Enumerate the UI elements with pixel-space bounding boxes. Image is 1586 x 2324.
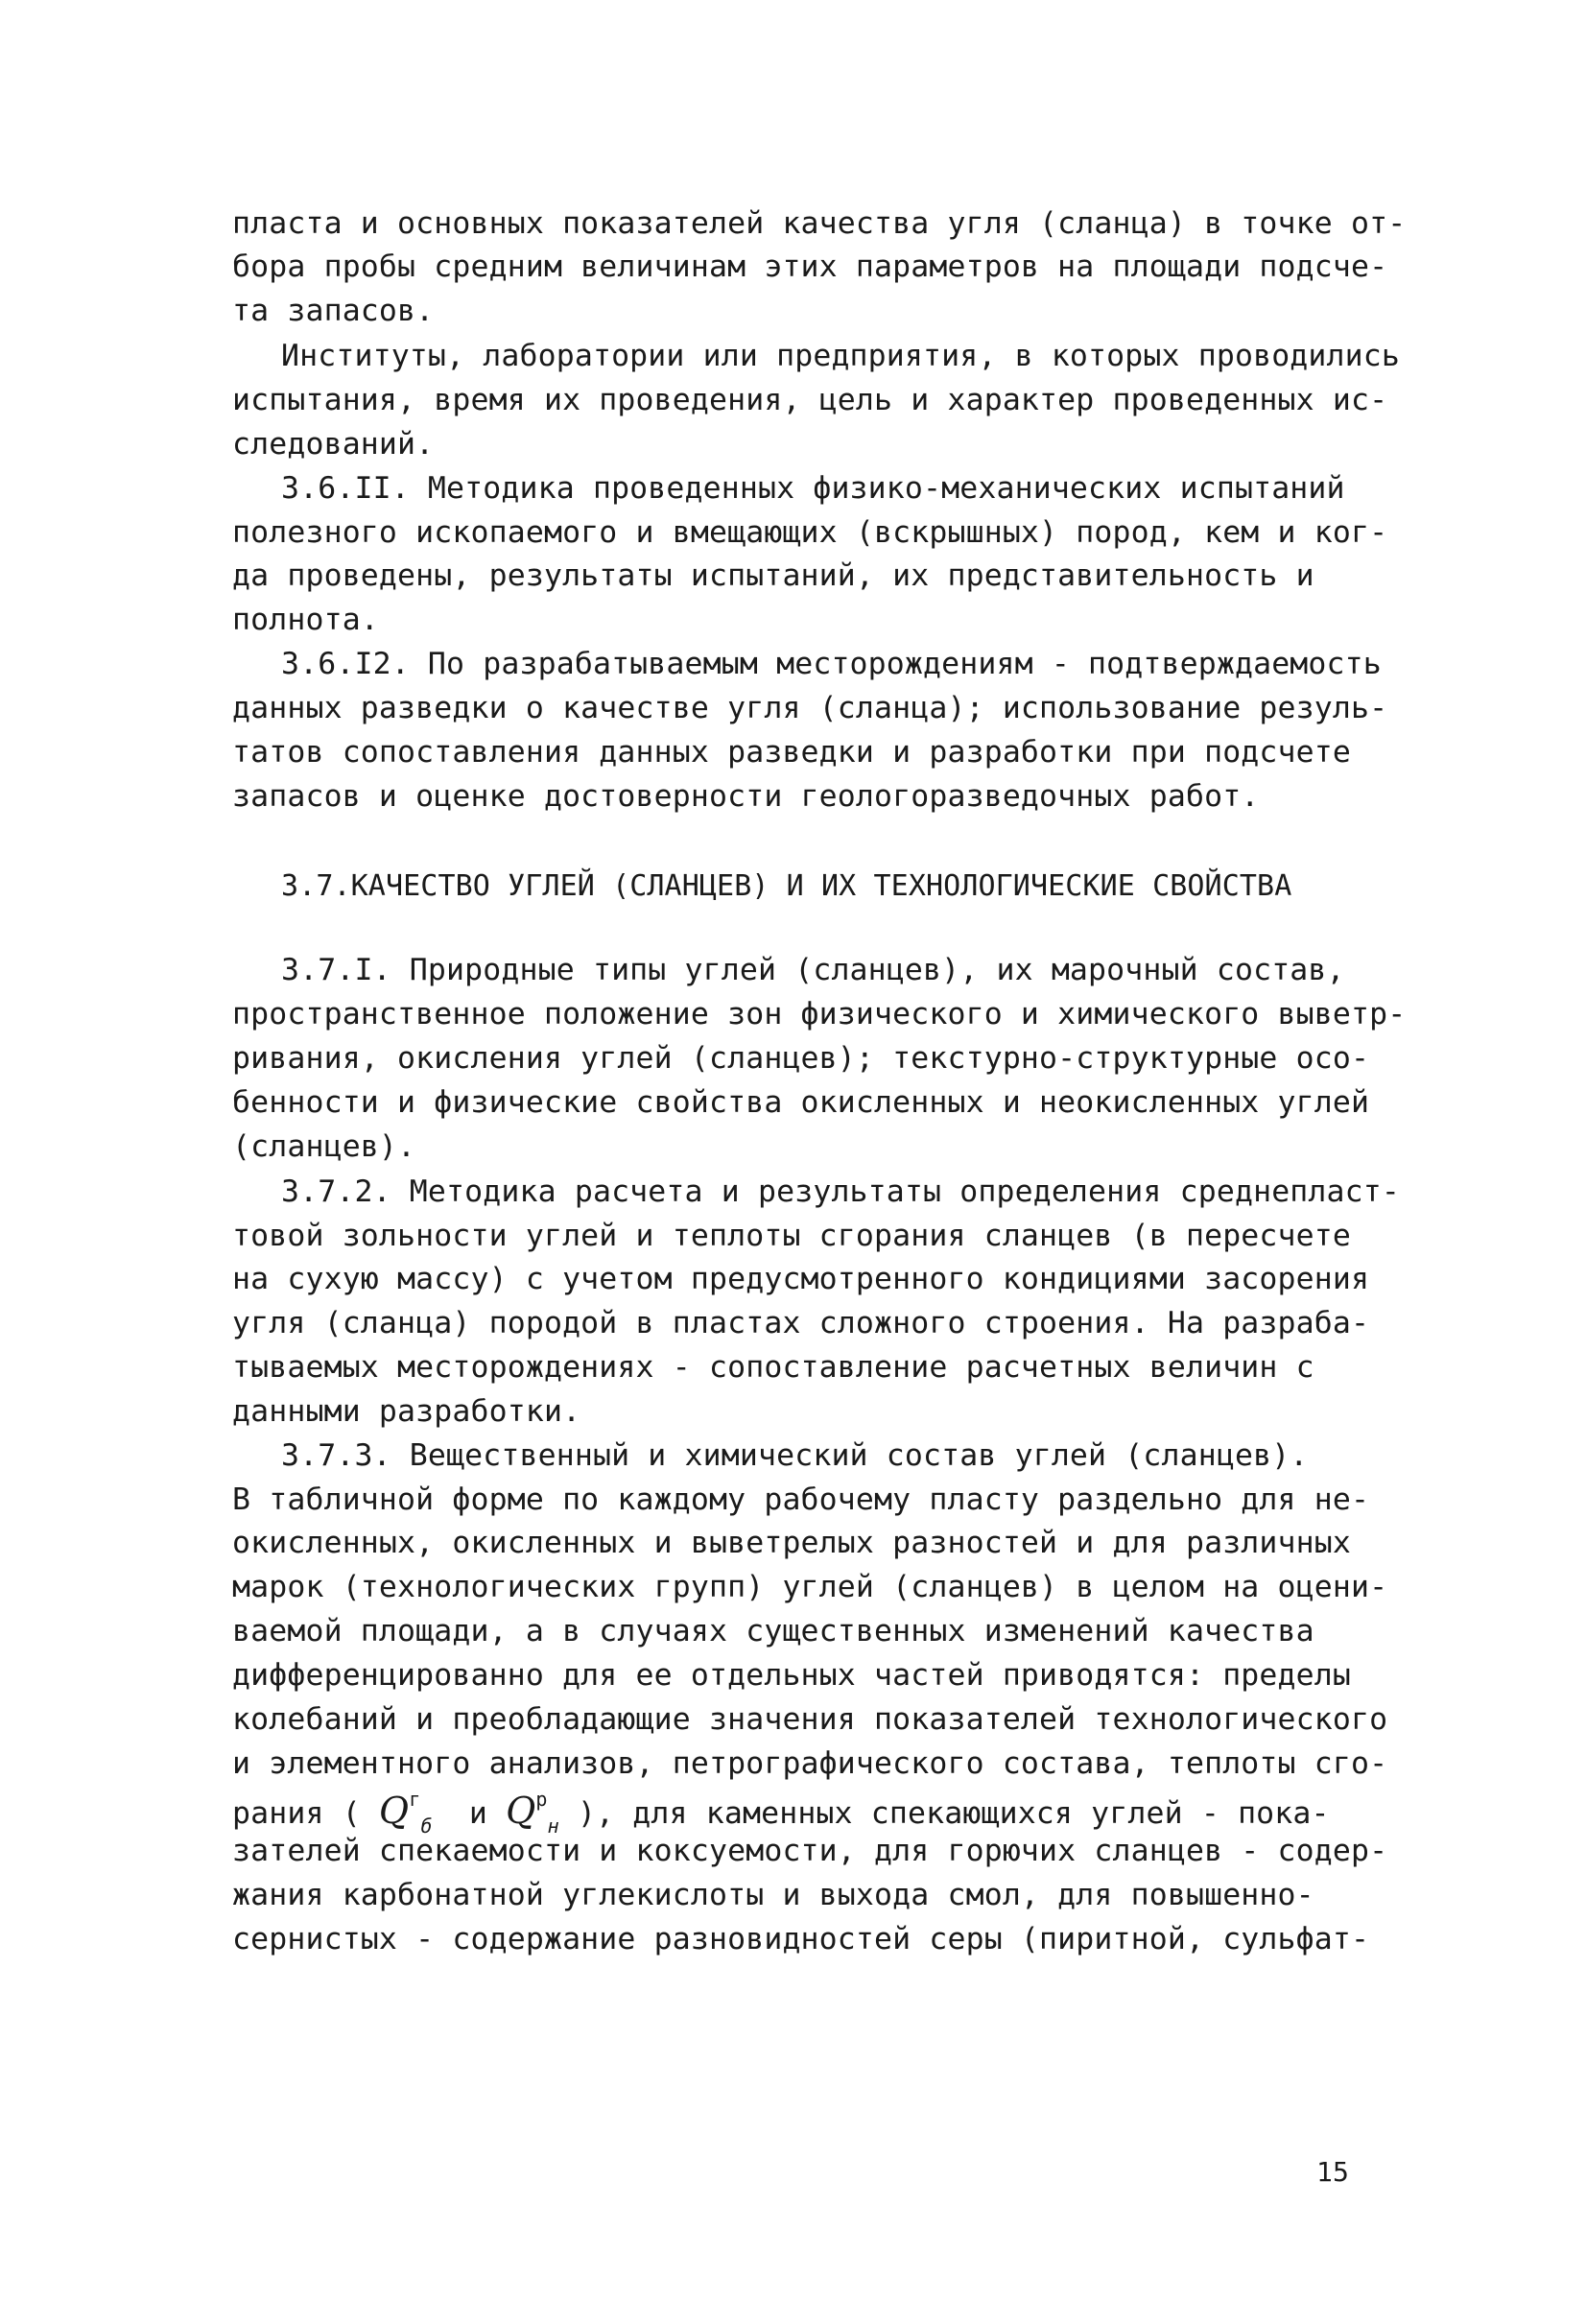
text-line: 3.6.II. Методика проведенных физико-механических испытаний (281, 471, 1345, 506)
formula-subscript: н (547, 1814, 559, 1838)
section-heading: 3.7.КАЧЕСТВО УГЛЕЙ (СЛАНЦЕВ) И ИХ ТЕХНОЛОГИЧЕСКИЕ СВОЙСТВА (281, 869, 1292, 903)
formula-line (232, 1788, 1330, 1838)
text-line: тываемых месторождениях - сопоставление расчетных величин с (232, 1350, 1314, 1385)
text-line: марок (технологических групп) углей (сланцев) в целом на оцени- (232, 1570, 1388, 1604)
text-line: да проведены, результаты испытаний, их представительность и (232, 558, 1314, 593)
text-line: та запасов. (232, 294, 435, 328)
text-fragment: и (432, 1796, 507, 1831)
text-line: пласта и основных показателей качества угля (сланца) в точке от- (232, 206, 1407, 241)
formula-subscript: б (420, 1814, 433, 1838)
text-line: жания карбонатной углекислоты и выхода смол, для повышенно- (232, 1878, 1314, 1912)
text-line: пространственное положение зон физического и химического выветр- (232, 997, 1407, 1032)
text-line: полезного ископаемого и вмещающих (вскрышных) пород, кем и ког- (232, 515, 1388, 550)
text-line: окисленных, окисленных и выветрелых разностей и для различных (232, 1526, 1351, 1560)
formula-superscript: р (535, 1788, 548, 1811)
text-line: (сланцев). (232, 1129, 416, 1164)
formula-symbol: Q (506, 1790, 536, 1832)
text-line: запасов и оценке достоверности геологоразведочных работ. (232, 779, 1260, 814)
text-line: В табличной форме по каждому рабочему пласту раздельно для не- (232, 1482, 1370, 1517)
text-line: Институты, лаборатории или предприятия, в которых проводились (281, 339, 1400, 373)
text-line: следований. (232, 427, 435, 462)
formula-symbol: Q (378, 1790, 410, 1832)
text-line: 3.7.I. Природные типы углей (сланцев), их марочный состав, (281, 953, 1345, 987)
text-line: 3.6.I2. По разрабатываемым месторождениям - подтверждаемость (281, 647, 1382, 681)
formula-superscript: г (409, 1788, 421, 1811)
text-line: сернистых - содержание разновидностей серы (пиритной, сульфат- (232, 1922, 1370, 1956)
text-line: 3.7.2. Методика расчета и результаты определения среднепласт- (281, 1174, 1400, 1209)
text-line: ваемой площади, а в случаях существенных изменений качества (232, 1614, 1314, 1648)
text-line: полнота. (232, 603, 379, 637)
text-line: бора пробы средним величинам этих параметров на площади подсче- (232, 249, 1388, 284)
text-line: данных разведки о качестве угля (сланца); использование резуль- (232, 691, 1388, 725)
text-line: бенности и физические свойства окисленных и неокисленных углей (232, 1085, 1370, 1120)
text-line: татов сопоставления данных разведки и разработки при подсчете (232, 735, 1351, 770)
text-line: данными разработки. (232, 1394, 581, 1429)
text-line: ривания, окисления углей (сланцев); текстурно-структурные осо- (232, 1041, 1370, 1076)
page-number: 15 (1316, 2156, 1350, 2188)
text-line: колебаний и преобладающие значения показателей технологического (232, 1702, 1388, 1737)
text-line: и элементного анализов, петрографического состава, теплоты сго- (232, 1746, 1388, 1781)
text-line: дифференцированно для ее отдельных частей приводятся: пределы (232, 1658, 1351, 1693)
text-fragment: ), для каменных спекающихся углей - пока- (558, 1796, 1330, 1831)
text-line: товой зольности углей и теплоты сгорания сланцев (в пересчете (232, 1219, 1351, 1253)
text-line: угля (сланца) породой в пластах сложного строения. На разраба- (232, 1306, 1370, 1340)
text-line: на сухую массу) с учетом предусмотренного кондициями засорения (232, 1262, 1370, 1296)
text-line: испытания, время их проведения, цель и характер проведенных ис- (232, 383, 1388, 417)
text-fragment: рания ( (232, 1796, 379, 1831)
text-line: 3.7.3. Вещественный и химический состав углей (сланцев). (281, 1438, 1309, 1473)
text-line: зателей спекаемости и коксуемости, для горючих сланцев - содер- (232, 1834, 1388, 1868)
